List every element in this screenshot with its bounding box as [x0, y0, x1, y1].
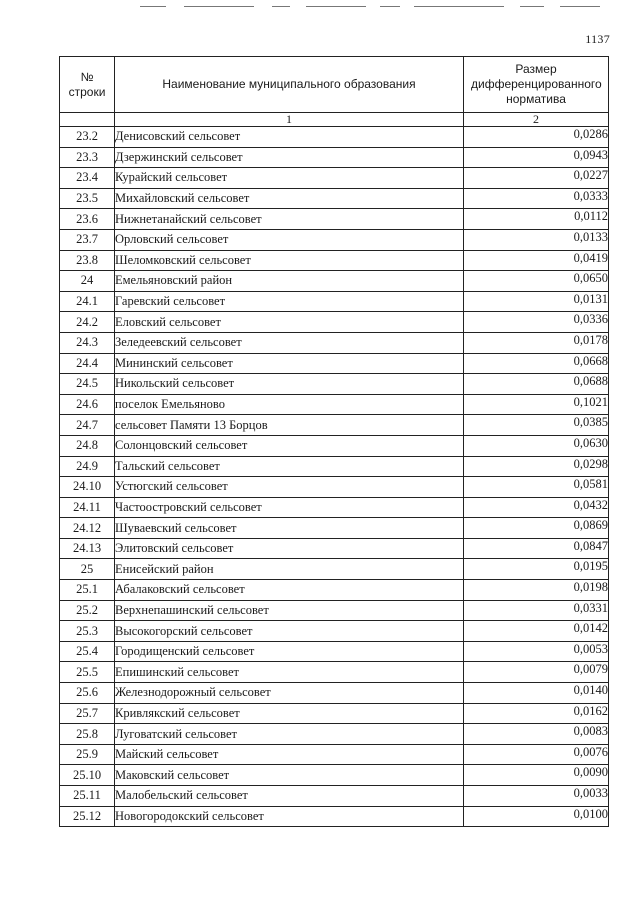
norm-value: 0,0053 — [464, 641, 609, 662]
table-row — [60, 600, 609, 621]
norm-value: 0,0076 — [464, 744, 609, 765]
table-row — [60, 271, 609, 292]
table-row — [60, 147, 609, 168]
table-row — [60, 188, 609, 209]
row-number: 25.1 — [60, 580, 115, 601]
page-number: 1137 — [585, 32, 610, 46]
row-number: 24.9 — [60, 456, 115, 477]
row-number: 24.2 — [60, 312, 115, 333]
table-row — [60, 518, 609, 539]
norm-value: 0,0419 — [464, 250, 609, 271]
municipality-name: Железнодорожный сельсовет — [115, 683, 464, 704]
row-number: 25.8 — [60, 724, 115, 745]
column-number-1: 1 — [115, 113, 464, 127]
municipality-name: Тальский сельсовет — [115, 456, 464, 477]
norm-value: 0,0140 — [464, 683, 609, 704]
norm-value: 0,0079 — [464, 662, 609, 683]
municipality-name: Шуваевский сельсовет — [115, 518, 464, 539]
municipality-name: Шеломковский сельсовет — [115, 250, 464, 271]
norm-value: 0,0131 — [464, 291, 609, 312]
table-row — [60, 765, 609, 786]
table-row — [60, 538, 609, 559]
municipality-name: Элитовский сельсовет — [115, 538, 464, 559]
row-number: 25.7 — [60, 703, 115, 724]
scan-artifact-lines — [140, 6, 600, 8]
municipality-name: Еловский сельсовет — [115, 312, 464, 333]
row-number: 23.8 — [60, 250, 115, 271]
row-number: 25.9 — [60, 744, 115, 765]
row-number: 23.6 — [60, 209, 115, 230]
table-body — [60, 127, 609, 827]
row-number: 25.12 — [60, 806, 115, 827]
norm-value: 0,0178 — [464, 332, 609, 353]
municipality-name: Мининский сельсовет — [115, 353, 464, 374]
norm-value: 0,0385 — [464, 415, 609, 436]
municipality-name: Курайский сельсовет — [115, 168, 464, 189]
header-row-number-label: № строки — [68, 69, 106, 99]
municipality-name: Гаревский сельсовет — [115, 291, 464, 312]
table-row — [60, 744, 609, 765]
table-row — [60, 806, 609, 827]
row-number: 25.5 — [60, 662, 115, 683]
norm-value: 0,1021 — [464, 394, 609, 415]
table-row — [60, 456, 609, 477]
table-row — [60, 415, 609, 436]
municipality-name: поселок Емельяново — [115, 394, 464, 415]
table-row — [60, 580, 609, 601]
norm-value: 0,0432 — [464, 497, 609, 518]
municipality-name: Городищенский сельсовет — [115, 641, 464, 662]
municipality-name: Кривлякский сельсовет — [115, 703, 464, 724]
norm-value: 0,0581 — [464, 477, 609, 498]
row-number: 24.7 — [60, 415, 115, 436]
row-number: 24.1 — [60, 291, 115, 312]
header-name: Наименование муниципального образования — [115, 57, 464, 113]
norm-value: 0,0090 — [464, 765, 609, 786]
table-row — [60, 703, 609, 724]
norm-value: 0,0083 — [464, 724, 609, 745]
row-number: 24.11 — [60, 497, 115, 518]
row-number: 24.4 — [60, 353, 115, 374]
municipality-name: Новогородокский сельсовет — [115, 806, 464, 827]
row-number: 24.10 — [60, 477, 115, 498]
norm-value: 0,0630 — [464, 435, 609, 456]
row-number: 25.6 — [60, 683, 115, 704]
table-row — [60, 250, 609, 271]
table-row — [60, 394, 609, 415]
municipality-name: Абалаковский сельсовет — [115, 580, 464, 601]
norm-value: 0,0286 — [464, 127, 609, 148]
row-number: 25.2 — [60, 600, 115, 621]
norm-value: 0,0847 — [464, 538, 609, 559]
municipality-name: Зеледеевский сельсовет — [115, 332, 464, 353]
municipality-name: Никольский сельсовет — [115, 374, 464, 395]
row-number: 24.8 — [60, 435, 115, 456]
table-row — [60, 683, 609, 704]
norm-value: 0,0650 — [464, 271, 609, 292]
row-number: 24.12 — [60, 518, 115, 539]
table-row — [60, 209, 609, 230]
header-value-label: Размер дифференцированного норматива — [471, 62, 602, 106]
table-row — [60, 374, 609, 395]
municipality-name: Денисовский сельсовет — [115, 127, 464, 148]
table-row — [60, 127, 609, 148]
table-row — [60, 559, 609, 580]
row-number: 24 — [60, 271, 115, 292]
norm-value: 0,0033 — [464, 786, 609, 807]
row-number: 25.10 — [60, 765, 115, 786]
norm-value: 0,0227 — [464, 168, 609, 189]
row-number: 24.5 — [60, 374, 115, 395]
table-row — [60, 291, 609, 312]
column-number-0 — [60, 113, 115, 127]
municipality-name: Солонцовский сельсовет — [115, 435, 464, 456]
row-number: 23.3 — [60, 147, 115, 168]
norm-value: 0,0333 — [464, 188, 609, 209]
norm-value: 0,0198 — [464, 580, 609, 601]
table-row — [60, 621, 609, 642]
table-row — [60, 641, 609, 662]
header-value — [464, 57, 609, 113]
row-number: 25 — [60, 559, 115, 580]
table-row — [60, 477, 609, 498]
row-number: 25.4 — [60, 641, 115, 662]
table-header — [60, 57, 609, 127]
norm-value: 0,0133 — [464, 229, 609, 250]
table-row — [60, 332, 609, 353]
table-row — [60, 786, 609, 807]
table-row — [60, 497, 609, 518]
norm-value: 0,0331 — [464, 600, 609, 621]
municipality-name: Емельяновский район — [115, 271, 464, 292]
norm-value: 0,0668 — [464, 353, 609, 374]
norm-value: 0,0142 — [464, 621, 609, 642]
municipality-name: Майский сельсовет — [115, 744, 464, 765]
table-row — [60, 229, 609, 250]
norm-value: 0,0869 — [464, 518, 609, 539]
row-number: 23.4 — [60, 168, 115, 189]
table-row — [60, 353, 609, 374]
norms-table — [59, 56, 609, 827]
norm-value: 0,0112 — [464, 209, 609, 230]
row-number: 24.13 — [60, 538, 115, 559]
municipality-name: Малобельский сельсовет — [115, 786, 464, 807]
norm-value: 0,0943 — [464, 147, 609, 168]
norm-value: 0,0100 — [464, 806, 609, 827]
municipality-name: Луговатский сельсовет — [115, 724, 464, 745]
table-row — [60, 662, 609, 683]
column-number-2: 2 — [464, 113, 609, 127]
norm-value: 0,0688 — [464, 374, 609, 395]
municipality-name: Енисейский район — [115, 559, 464, 580]
table-row — [60, 435, 609, 456]
header-row-number — [60, 57, 115, 113]
row-number: 23.5 — [60, 188, 115, 209]
row-number: 24.3 — [60, 332, 115, 353]
municipality-name: Верхнепашинский сельсовет — [115, 600, 464, 621]
municipality-name: Частоостровский сельсовет — [115, 497, 464, 518]
norm-value: 0,0336 — [464, 312, 609, 333]
municipality-name: Нижнетанайский сельсовет — [115, 209, 464, 230]
municipality-name: Орловский сельсовет — [115, 229, 464, 250]
row-number: 23.7 — [60, 229, 115, 250]
table-row — [60, 312, 609, 333]
municipality-name: Михайловский сельсовет — [115, 188, 464, 209]
municipality-name: Высокогорский сельсовет — [115, 621, 464, 642]
municipality-name: Дзержинский сельсовет — [115, 147, 464, 168]
row-number: 23.2 — [60, 127, 115, 148]
municipality-name: Маковский сельсовет — [115, 765, 464, 786]
row-number: 24.6 — [60, 394, 115, 415]
norm-value: 0,0298 — [464, 456, 609, 477]
norm-value: 0,0195 — [464, 559, 609, 580]
municipality-name: сельсовет Памяти 13 Борцов — [115, 415, 464, 436]
norm-value: 0,0162 — [464, 703, 609, 724]
municipality-name: Устюгский сельсовет — [115, 477, 464, 498]
table-row — [60, 168, 609, 189]
municipality-name: Епишинский сельсовет — [115, 662, 464, 683]
row-number: 25.3 — [60, 621, 115, 642]
table-row — [60, 724, 609, 745]
row-number: 25.11 — [60, 786, 115, 807]
